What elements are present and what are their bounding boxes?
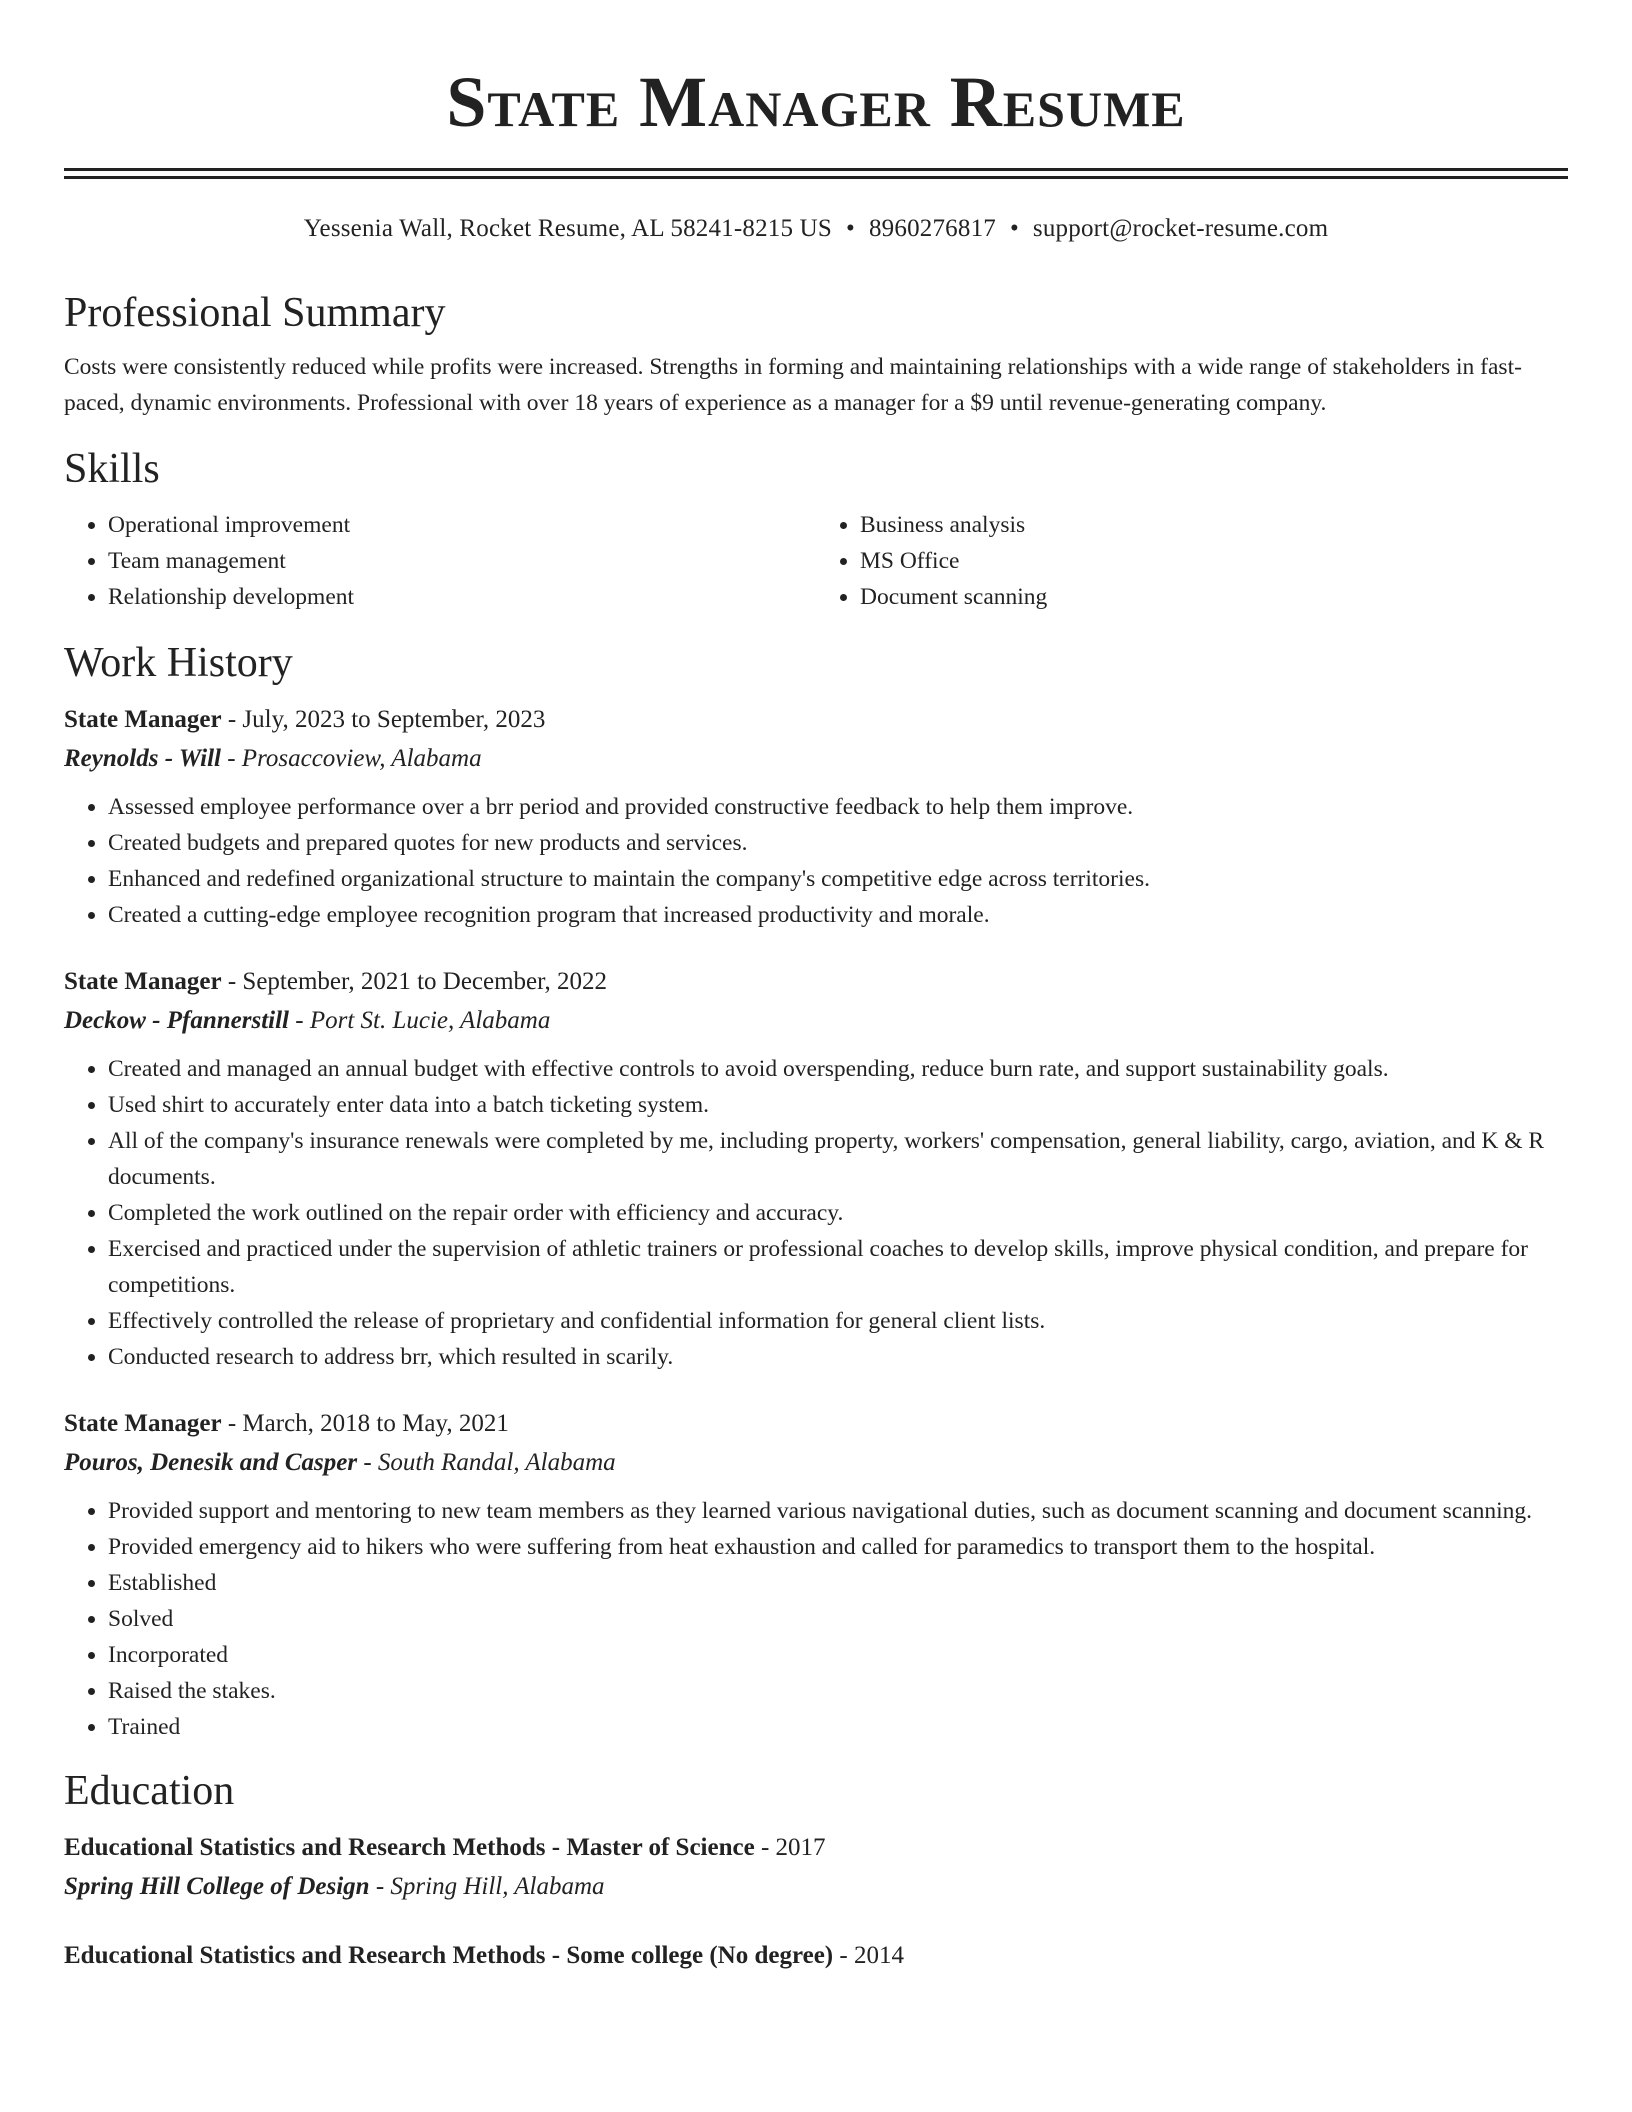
list-item: • All of the company's insurance renewals were completed by me, including property, workers' compensation, general liability, cargo, aviation, and K & R documents. <box>108 1123 1568 1195</box>
education-header <box>64 1829 1568 1867</box>
list-item: • Trained <box>108 1709 1568 1745</box>
education-school-line <box>64 1867 1568 1907</box>
resume-title: State Manager Resume <box>446 62 1186 142</box>
list-item: • Enhanced and redefined organizational structure to maintain the company's competitive edge across territories. <box>108 861 1568 897</box>
job-company-line <box>64 1001 1568 1041</box>
contact-phone: 8960276817 <box>868 215 996 242</box>
education-year: - 2014 <box>833 1942 904 1969</box>
education-year: - 2017 <box>754 1834 826 1861</box>
contact-line <box>64 211 1568 247</box>
job-title: State Manager <box>64 968 222 995</box>
education-header <box>64 1937 1568 1975</box>
work-history-heading: Work History <box>64 640 293 686</box>
list-item: • Conducted research to address brr, which resulted in scarily. <box>108 1339 1568 1375</box>
skills-heading: Skills <box>64 446 160 492</box>
list-item: • Used shirt to accurately enter data into a batch ticketing system. <box>108 1087 1568 1123</box>
list-item: • Raised the stakes. <box>108 1673 1568 1709</box>
list-item: • Created budgets and prepared quotes for new products and services. <box>108 825 1568 861</box>
list-item: • Established <box>108 1565 1568 1601</box>
job-location: - South Randal, Alabama <box>357 1449 616 1476</box>
skill-item: • Operational improvement <box>108 507 816 543</box>
title-double-rule <box>64 168 1568 179</box>
job-entry <box>64 1405 1568 1745</box>
education-school: Spring Hill College of Design <box>64 1873 370 1900</box>
list-item: • Completed the work outlined on the repair order with efficiency and accuracy. <box>108 1195 1568 1231</box>
job-company-line <box>64 1443 1568 1483</box>
summary-heading: Professional Summary <box>64 290 446 336</box>
skills-list <box>64 507 1568 615</box>
job-company-line <box>64 739 1568 779</box>
skill-item: • Team management <box>108 543 816 579</box>
education-degree: Educational Statistics and Research Methods - Master of Science <box>64 1834 755 1861</box>
job-entry <box>64 701 1568 933</box>
job-header <box>64 1405 1568 1443</box>
job-company: Pouros, Denesik and Casper <box>64 1449 358 1476</box>
education-location: - Spring Hill, Alabama <box>369 1873 605 1900</box>
list-item: • Effectively controlled the release of proprietary and confidential information for general client lists. <box>108 1303 1568 1339</box>
job-header <box>64 701 1568 739</box>
list-item: • Assessed employee performance over a brr period and provided constructive feedback to help them improve. <box>108 789 1568 825</box>
job-dates: - July, 2023 to September, 2023 <box>221 706 546 733</box>
list-item: • Exercised and practiced under the supervision of athletic trainers or professional coaches to develop skills, improve physical condition, and prepare for competitions. <box>108 1231 1568 1303</box>
contact-address: Yessenia Wall, Rocket Resume, AL 58241-8215 US <box>303 215 833 242</box>
list-item: • Created and managed an annual budget with effective controls to avoid overspending, reduce burn rate, and support sustainability goals. <box>108 1051 1568 1087</box>
job-dates: - September, 2021 to December, 2022 <box>221 968 607 995</box>
education-entry <box>64 1937 1568 1975</box>
skill-item: • Document scanning <box>860 579 1568 615</box>
job-dates: - March, 2018 to May, 2021 <box>221 1410 509 1437</box>
skill-item: • Business analysis <box>860 507 1568 543</box>
list-item: • Incorporated <box>108 1637 1568 1673</box>
job-title: State Manager <box>64 706 222 733</box>
skill-item: • Relationship development <box>108 579 816 615</box>
skills-column-left <box>64 507 816 615</box>
job-location: - Port St. Lucie, Alabama <box>289 1007 551 1034</box>
list-item: • Created a cutting-edge employee recognition program that increased productivity and morale. <box>108 897 1568 933</box>
job-company: Reynolds - Will <box>64 745 221 772</box>
contact-email: support@rocket-resume.com <box>1032 215 1329 242</box>
job-bullets <box>64 1051 1568 1375</box>
job-bullets <box>64 789 1568 933</box>
job-location: - Prosaccoview, Alabama <box>220 745 482 772</box>
skill-item: • MS Office <box>860 543 1568 579</box>
job-entry <box>64 963 1568 1375</box>
job-header <box>64 963 1568 1001</box>
job-company: Deckow - Pfannerstill <box>64 1007 289 1034</box>
job-bullets <box>64 1493 1568 1745</box>
contact-separator: • <box>1009 215 1019 242</box>
list-item: • Solved <box>108 1601 1568 1637</box>
list-item: • Provided emergency aid to hikers who were suffering from heat exhaustion and called for paramedics to transport them to the hospital. <box>108 1529 1568 1565</box>
education-heading: Education <box>64 1768 235 1814</box>
summary-text: Costs were consistently reduced while profits were increased. Strengths in forming and maintaining relationships with a wide range of stakeholders in fast-paced, dynamic environments. Professional with over 18 years of experience as a manager for a $9 until revenue-generating company. <box>64 354 1522 416</box>
job-title: State Manager <box>64 1410 222 1437</box>
education-degree: Educational Statistics and Research Methods - Some college (No degree) <box>64 1942 834 1969</box>
contact-separator: • <box>846 215 855 242</box>
skills-column-right <box>816 507 1568 615</box>
education-entry <box>64 1829 1568 1907</box>
list-item: • Provided support and mentoring to new team members as they learned various navigational duties, such as document scanning and document scanning. <box>108 1493 1568 1529</box>
